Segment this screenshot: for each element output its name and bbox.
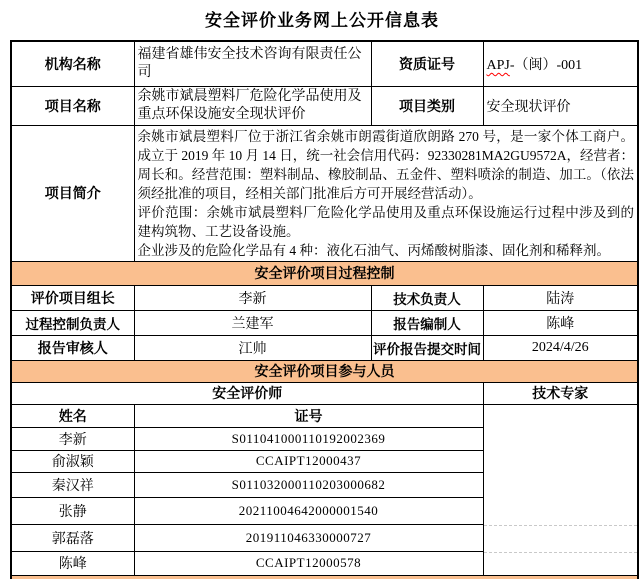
assessor-column-header: 安全评价师 (11, 382, 483, 404)
process-section-header: 安全评价项目过程控制 (11, 261, 638, 285)
assessor-name: 俞淑颖 (11, 450, 134, 472)
tech-director-label: 技术负责人 (371, 285, 483, 310)
table-row (11, 125, 638, 261)
expert-empty-cell (483, 404, 638, 575)
table-row (11, 310, 638, 335)
team-leader-label: 评价项目组长 (11, 285, 134, 310)
submit-time-label: 评价报告提交时间 (371, 335, 483, 360)
profile-paragraph: 评价范围：余姚市斌晨塑料厂危险化学品使用及重点环保设施运行过程中涉及到的建构筑物、工艺设备设施。 (137, 204, 634, 239)
cert-no-label: 资质证号 (371, 41, 483, 86)
process-control-value: 兰建军 (134, 310, 371, 335)
assessor-cert: S011041000110192002369 (134, 427, 483, 450)
dashed-gridline (484, 525, 638, 526)
report-reviewer-value: 江帅 (134, 335, 371, 360)
assessor-cert: CCAIPT12000578 (134, 551, 483, 575)
team-leader-value: 李新 (134, 285, 371, 310)
tech-director-value: 陆涛 (483, 285, 638, 310)
cert-no-rest-text: -（闽）-001 (509, 57, 583, 73)
table-row (11, 335, 638, 360)
assessor-cert: 20211004642000001540 (134, 497, 483, 524)
assessor-name: 李新 (11, 427, 134, 450)
project-type-label: 项目类别 (371, 86, 483, 125)
profile-paragraph: 余姚市斌晨塑料厂位于浙江省余姚市朗霞街道欣朗路 270 号，是一家个体工商户。成立于 2019 年 10 月 14 日，统一社会信用代码：92330281MA2GU9572A，经营者：周长和。经营范围：塑料制品、橡胶制品、五金件、塑料喷涂的制造、加工。（依法须经批准的项目，经相关部门批准后方可开展经营活动）。 (137, 128, 635, 201)
table-row (11, 41, 638, 86)
cert-no-flagged-text: APJ (486, 57, 510, 73)
participants-section-header: 安全评价项目参与人员 (11, 360, 638, 382)
clipped-section-header-row (11, 575, 638, 579)
cert-column-header: 证号 (134, 404, 483, 427)
assessor-cert: S011032000110203000682 (134, 472, 483, 497)
table-row (11, 382, 638, 404)
expert-column-header: 技术专家 (483, 382, 638, 404)
clipped-section-header (11, 575, 638, 579)
assessor-name: 陈峰 (11, 551, 134, 575)
process-control-label: 过程控制负责人 (11, 310, 134, 335)
submit-time-value: 2024/4/26 (483, 335, 638, 360)
project-name-value: 余姚市斌晨塑料厂危险化学品使用及重点环保设施安全现状评价 (134, 86, 371, 125)
project-profile-label: 项目简介 (11, 125, 134, 261)
name-column-header: 姓名 (11, 404, 134, 427)
project-type-value: 安全现状评价 (483, 86, 638, 125)
section-header-row (11, 261, 638, 285)
assessor-name: 张静 (11, 497, 134, 524)
table-row (11, 86, 638, 125)
table-row (11, 285, 638, 310)
report-writer-value: 陈峰 (483, 310, 638, 335)
report-reviewer-label: 报告审核人 (11, 335, 134, 360)
assessor-cert: 201911046330000727 (134, 524, 483, 551)
assessor-cert: CCAIPT12000437 (134, 450, 483, 472)
info-table (10, 40, 639, 579)
profile-paragraph: 企业涉及的危险化学品有 4 种：液化石油气、丙烯酸树脂漆、固化剂和稀释剂。 (137, 242, 610, 258)
table-row (11, 404, 638, 427)
dashed-gridline (484, 552, 638, 553)
cert-no-value (483, 41, 638, 86)
assessor-name: 秦汉祥 (11, 472, 134, 497)
org-name-label: 机构名称 (11, 41, 134, 86)
org-name-value: 福建省雄伟安全技术咨询有限责任公司 (134, 41, 371, 86)
project-profile-value (134, 125, 638, 261)
page-title: 安全评价业务网上公开信息表 (205, 11, 439, 30)
section-header-row (11, 360, 638, 382)
project-name-label: 项目名称 (11, 86, 134, 125)
report-writer-label: 报告编制人 (371, 310, 483, 335)
assessor-name: 郭磊落 (11, 524, 134, 551)
